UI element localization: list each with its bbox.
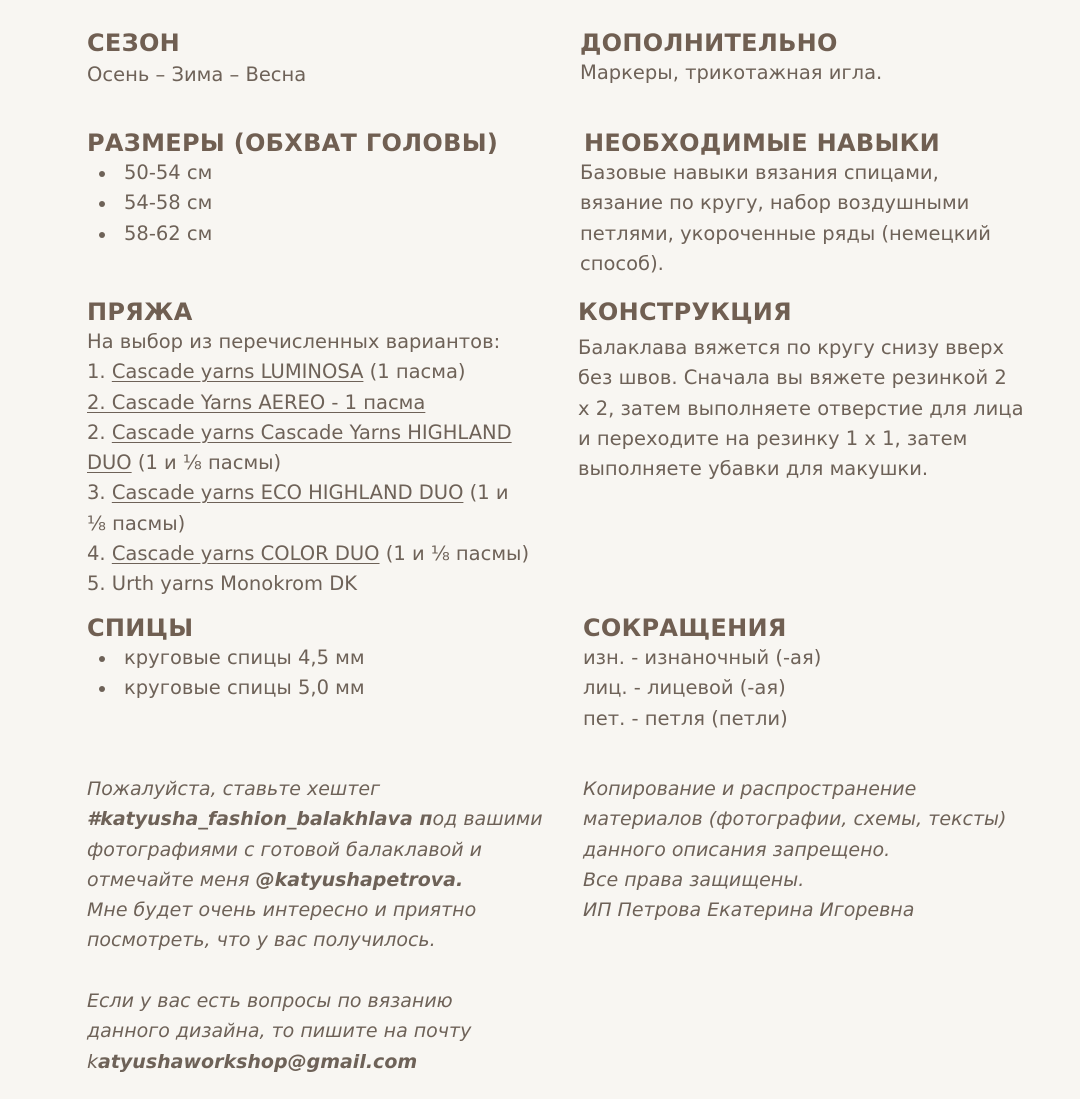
copyright-notice [583, 774, 1053, 925]
construction-section [578, 297, 1058, 484]
sizes-section [87, 128, 498, 249]
skills-line: петлями, укороченные ряды (немецкий [580, 221, 991, 245]
yarn-option-2 [87, 388, 557, 418]
note-line: Если у вас есть вопросы по вязанию [87, 990, 453, 1013]
needle-item: круговые спицы 5,0 мм [87, 673, 365, 703]
yarn-link-highland-duo-cont[interactable]: DUO [87, 451, 132, 475]
note-line: посмотреть, что у вас получилось. [87, 929, 436, 952]
hashtag: #katyusha_fashion_balakhlava п [87, 808, 433, 831]
yarn-option-6: 5. Urth yarns Monokrom DK [87, 572, 358, 596]
season-section [87, 28, 306, 90]
season-value: Осень – Зима – Весна [87, 63, 307, 86]
copyright-line: ИП Петрова Екатерина Игоревна [583, 899, 915, 922]
skills-heading: НЕОБХОДИМЫЕ НАВЫКИ [584, 129, 940, 157]
needle-item: круговые спицы 4,5 мм [87, 643, 365, 673]
needles-heading: СПИЦЫ [87, 614, 194, 642]
yarn-link-color-duo[interactable]: Cascade yarns COLOR DUO [111, 542, 380, 566]
yarn-option-3-cont: DUO (1 и ⅛ пасмы) [87, 451, 282, 475]
size-item: 54-58 см [87, 188, 498, 218]
size-item: 58-62 см [87, 219, 498, 249]
construction-line: х 2, затем выполняете отверстие для лица [578, 396, 1024, 420]
yarn-intro: На выбор из перечисленных вариантов: [87, 330, 501, 353]
construction-line: без швов. Сначала вы вяжете резинкой 2 [578, 366, 1007, 390]
yarn-link-highland-duo[interactable]: Cascade yarns Cascade Yarns HIGHLAND [111, 420, 512, 444]
construction-line: и переходите на резинку 1 х 1, затем [578, 426, 968, 450]
note-line: данного дизайна, то пишите на почту [87, 1020, 472, 1043]
yarn-link-luminosa[interactable]: Cascade yarns LUMINOSA [111, 360, 364, 384]
abbreviations-section [583, 613, 821, 734]
abbreviation-item: пет. - петля (петли) [583, 706, 788, 730]
skills-line: вязание по кругу, набор воздушными [580, 191, 970, 215]
needles-section [87, 613, 365, 704]
abbreviation-item: изн. - изнаночный (-ая) [583, 646, 822, 669]
note-line: фотографиями с готовой балаклавой и [87, 838, 482, 861]
abbreviations-heading: СОКРАЩЕНИЯ [583, 614, 787, 642]
instagram-handle: @katyushapetrova. [255, 868, 464, 891]
yarn-option-5: 4. Cascade yarns COLOR DUO (1 и ⅛ пасмы) [87, 542, 530, 566]
copyright-line: материалов (фотографии, схемы, тексты) [583, 808, 1007, 831]
construction-line: Балаклава вяжется по кругу снизу вверх [578, 336, 1005, 359]
hashtag-note [87, 774, 557, 1077]
extra-value: Маркеры, трикотажная игла. [580, 61, 883, 84]
sizes-heading: РАЗМЕРЫ (ОБХВАТ ГОЛОВЫ) [87, 129, 499, 157]
skills-line: способ). [580, 251, 664, 275]
abbreviation-item: лиц. - лицевой (-ая) [583, 676, 786, 700]
note-line: #katyusha_fashion_balakhlava под вашими [87, 808, 543, 831]
note-line: отмечайте меня @katyushapetrova. [87, 868, 464, 891]
skills-line: Базовые навыки вязания спицами, [580, 161, 939, 184]
note-spacer [87, 956, 557, 986]
note-line: Мне будет очень интересно и приятно [87, 899, 477, 922]
yarn-link-aereo[interactable]: 2. Cascade Yarns AEREO - 1 пасма [87, 390, 426, 414]
note-line: katyushaworkshop@gmail.com [87, 1050, 418, 1073]
extra-heading: ДОПОЛНИТЕЛЬНО [580, 29, 838, 57]
copyright-line: Копирование и распространение [583, 778, 917, 800]
copyright-line: данного описания запрещено. [583, 838, 891, 861]
yarn-option-1: 1. Cascade yarns LUMINOSA (1 пасма) [87, 360, 466, 384]
skills-section [580, 128, 1050, 279]
copyright-line: Все права защищены. [583, 868, 805, 891]
needles-list [87, 643, 365, 704]
note-line: Пожалуйста, ставьте хештег [87, 778, 381, 800]
contact-email[interactable]: atyushaworkshop@gmail.com [98, 1050, 418, 1073]
yarn-heading: ПРЯЖА [87, 298, 193, 326]
extra-section [580, 28, 882, 88]
yarn-option-4: 3. Cascade yarns ECO HIGHLAND DUO (1 и [87, 481, 509, 505]
yarn-option-4-cont: ⅛ пасмы) [87, 511, 186, 535]
sizes-list [87, 158, 498, 249]
season-heading: СЕЗОН [87, 29, 181, 57]
construction-heading: КОНСТРУКЦИЯ [578, 298, 792, 326]
yarn-option-3: 2. Cascade yarns Cascade Yarns HIGHLAND [87, 420, 512, 444]
yarn-section [87, 297, 557, 600]
size-item: 50-54 см [87, 158, 498, 188]
construction-line: выполняете убавки для макушки. [578, 457, 929, 481]
yarn-link-eco-highland-duo[interactable]: Cascade yarns ECO HIGHLAND DUO [111, 481, 464, 505]
